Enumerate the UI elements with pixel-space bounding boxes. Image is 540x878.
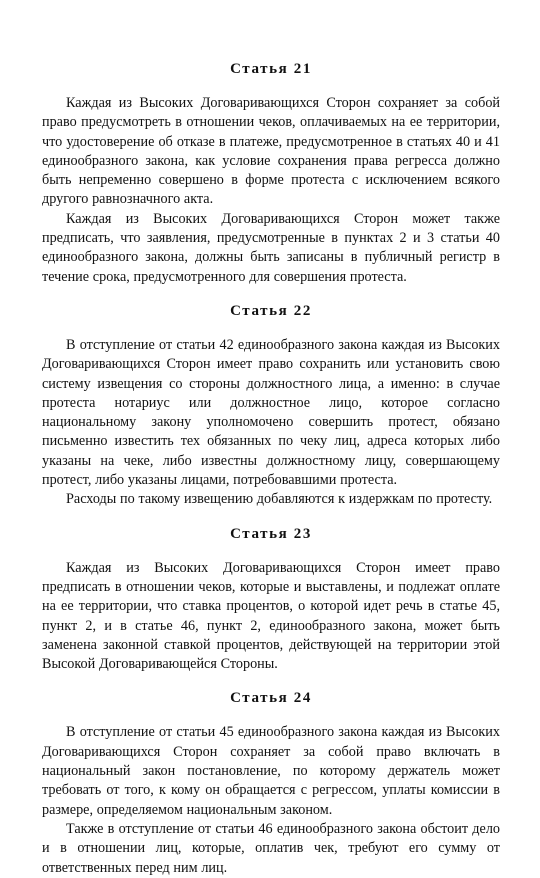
article-paragraph: Расходы по такому извещению добавляются к издержкам по протесту. bbox=[66, 491, 493, 508]
article-24 bbox=[42, 689, 500, 877]
article-paragraph: Каждая из Высоких Договаривающихся Сторон сохраняет за собой право предусмотреть в отношении чеков, оплачиваемых на ее территории, что удостоверение об отказе в платеже, предусмотренное в статьях 40 и 41 единообразного закона, как условие сохранения права регресса должно быть непременно совершено в форме протеста с исключением всякого другого равнозначного акта. bbox=[42, 95, 500, 208]
article-paragraph: Каждая из Высоких Договаривающихся Сторон имеет право предписать в отношении чеков, которые и выставлены, и подлежат оплате на ее территории, что ставка процентов, о которой идет речь в статье 45, пункт 2, и в статье 46, пункт 2, единообразного закона, может быть заменена законной ставкой процентов, действующей на территории этой Высокой Договаривающейся Стороны. bbox=[42, 559, 500, 673]
article-21 bbox=[42, 60, 500, 287]
article-paragraph: Каждая из Высоких Договаривающихся Сторон может также предписать, что заявления, предусмотренные в пунктах 2 и 3 статьи 40 единообразного закона, должны быть записаны в публичный регистр в течение срока, предусмотренного для совершения протеста. bbox=[42, 210, 500, 285]
document-page bbox=[42, 60, 500, 878]
article-paragraph: В отступление от статьи 42 единообразного закона каждая из Высоких Договаривающихся Сторон имеет право сохранить или установить свою систему извещения со стороны должностного лица, а именно: в случае протеста нотариус или должностное лицо, которое согласно национальному закону уполномочено совершить протест, обязано письменно известить тех обязанных по чеку лиц, адреса которых либо указаны на чеке, либо известны должностному лицу, совершающему протест, либо указаны лицами, потребовавшими протеста. bbox=[42, 336, 500, 489]
article-paragraph: Также в отступление от статьи 46 единообразного закона обстоит дело и в отношении лиц, которые, оплатив чек, требуют его сумму от ответственных перед ним лиц. bbox=[42, 820, 500, 876]
article-paragraph: В отступление от статьи 45 единообразного закона каждая из Высоких Договаривающихся Сторон сохраняет за собой право включать в национальный закон постановление, по которому держатель может требовать от того, к кому он обращается с регрессом, уплаты комиссии в размере, определяемом национальным законом. bbox=[42, 724, 500, 818]
article-22 bbox=[42, 302, 500, 510]
article-heading: Статья 22 bbox=[230, 302, 312, 319]
article-heading: Статья 21 bbox=[230, 61, 312, 77]
article-23 bbox=[42, 525, 500, 675]
article-heading: Статья 24 bbox=[230, 690, 312, 707]
article-heading: Статья 23 bbox=[230, 525, 312, 542]
